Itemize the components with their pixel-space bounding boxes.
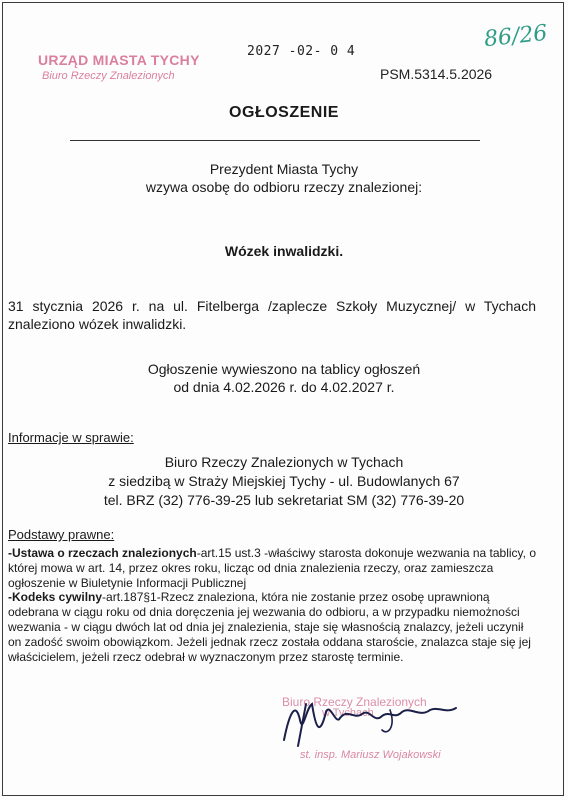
intro-block (0, 160, 568, 196)
handwritten-signature (270, 690, 470, 750)
signature-stamp-line1: Biuro Rzeczy Znalezionych (282, 695, 427, 709)
contact-phones: tel. BRZ (32) 776-39-25 lub sekretariat SM (32) 776-39-20 (103, 492, 465, 508)
legal-act-2-text: -art.187§1-Rzecz znaleziona, która nie zostanie przez osobę uprawnioną odebrana w ciągu roku od dnia doręczenia jej wezwania do odbioru, a w przypadku niemożności wezwania - w ciągu dwóch lat od dnia jej znalezienia, staje się własnością znalazcy, jeżeli uczynił on zadość swoim obowiązkom. Jeżeli jednak rzecz została oddana staroście, znalazca staje się jej właścicielem, jeżeli rzecz odebrał w wyznaczonym przez starostę terminie. (8, 590, 531, 664)
found-item-name: Wózek inwalidzki. (224, 243, 344, 259)
info-heading: Informacje w sprawie: (8, 430, 134, 445)
case-reference: PSM.5314.5.2026 (380, 66, 493, 82)
posting-period (0, 360, 568, 396)
date-stamp: 2027 -02- 0 4 (247, 44, 356, 59)
posting-line2: od dnia 4.02.2026 r. do 4.02.2027 r. (173, 379, 395, 395)
intro-line2: wzywa osobę do odbioru rzeczy znalezionej: (145, 179, 423, 195)
legal-basis (8, 546, 538, 664)
legal-act-1 (8, 546, 538, 590)
title-divider (70, 140, 480, 141)
posting-line1: Ogłoszenie wywieszono na tablicy ogłoszeń (147, 361, 421, 377)
office-stamp (38, 52, 200, 82)
legal-act-1-text: -art.15 ust.3 -właściwy starosta dokonuje wezwania na tablicy, o której mowa w art. 14, przez okres roku, licząc od dnia znalezienia rzeczy, oraz zamieszcza ogłoszenie w Biuletynie Informacji Publicznej (8, 546, 537, 590)
legal-heading: Podstawy prawne: (8, 527, 115, 542)
legal-act-2 (8, 590, 538, 664)
legal-act-2-name: -Kodeks cywilny (8, 590, 103, 605)
intro-line1: Prezydent Miasta Tychy (209, 161, 359, 177)
office-stamp-line2: Biuro Rzeczy Znalezionych (42, 70, 175, 82)
office-stamp-line1: URZĄD MIASTA TYCHY (38, 52, 200, 68)
contact-address: z siedzibą w Straży Miejskiej Tychy - ul. Budowlanych 67 (108, 473, 460, 489)
signature-stamp-line2: w Tychach (322, 707, 374, 719)
contact-info (0, 453, 568, 510)
legal-act-1-name: -Ustawa o rzeczach znalezionych (8, 546, 197, 560)
signer-name: st. insp. Mariusz Wojakowski (300, 749, 441, 761)
contact-office: Biuro Rzeczy Znalezionych w Tychach (164, 454, 404, 470)
handwritten-number: 86/26 (482, 20, 549, 53)
document-title: OGŁOSZENIE (229, 104, 339, 121)
found-description: 31 stycznia 2026 r. na ul. Fitelberga /zaplecze Szkoły Muzycznej/ w Tychach znaleziono wózek inwalidzki. (8, 298, 536, 332)
